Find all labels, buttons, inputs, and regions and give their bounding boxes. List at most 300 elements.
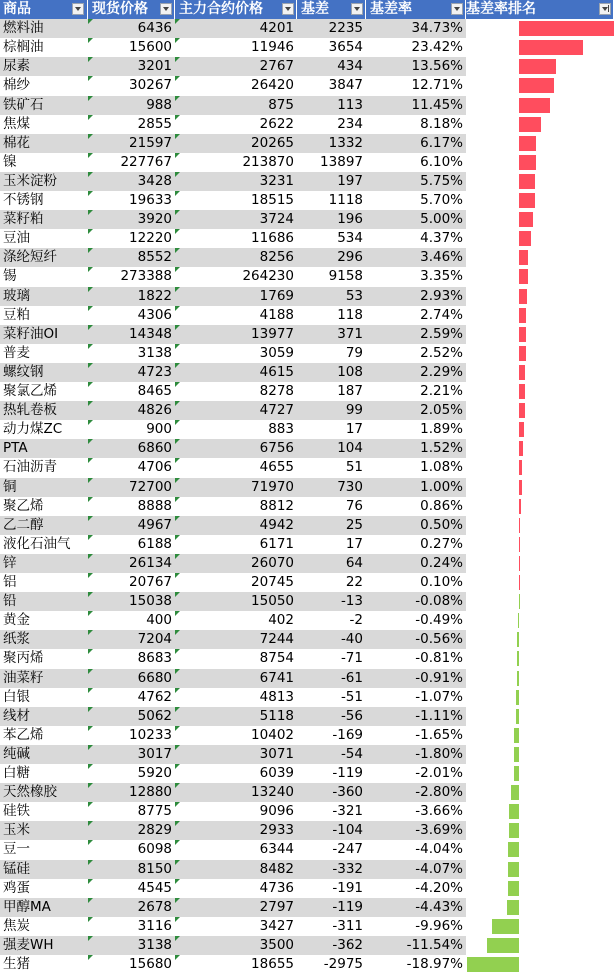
basis-rate-cell[interactable]: 2.59% — [366, 325, 466, 344]
spot-price-cell[interactable]: 8552 — [88, 248, 175, 267]
basis-rate-rank-cell[interactable] — [466, 726, 614, 745]
basis-rate-cell[interactable]: -0.08% — [366, 592, 466, 611]
contract-price-cell[interactable]: 3231 — [175, 172, 297, 191]
basis-rate-cell[interactable]: 12.71% — [411, 77, 463, 94]
basis-rate-cell[interactable]: 0.27% — [420, 535, 463, 552]
spot-price-cell[interactable]: 4723 — [88, 363, 175, 382]
commodity-cell[interactable]: 铜 — [0, 478, 88, 497]
spot-price-cell[interactable]: 14348 — [88, 325, 175, 344]
basis-rate-rank-cell[interactable] — [466, 172, 614, 191]
commodity-cell[interactable]: 聚丙烯 — [3, 650, 44, 667]
basis-rate-cell[interactable]: -3.66% — [415, 803, 463, 820]
basis-cell[interactable]: 51 — [345, 459, 363, 476]
basis-rate-cell[interactable]: 34.73% — [366, 19, 466, 38]
spot-price-cell[interactable]: 3920 — [88, 210, 175, 229]
commodity-cell[interactable]: 动力煤ZC — [3, 421, 63, 438]
commodity-cell[interactable]: 乙二醇 — [0, 516, 88, 535]
basis-rate-rank-cell[interactable] — [466, 860, 614, 879]
spot-price-cell[interactable]: 7204 — [88, 630, 175, 649]
commodity-cell[interactable]: 焦炭 — [3, 917, 30, 934]
spot-price-cell[interactable]: 19633 — [88, 191, 175, 210]
contract-price-cell[interactable]: 4201 — [175, 19, 297, 38]
contract-price-cell[interactable]: 8278 — [175, 382, 297, 401]
header-basis[interactable] — [297, 0, 366, 19]
commodity-cell[interactable]: 液化石油气 — [3, 535, 71, 552]
basis-cell[interactable]: -61 — [297, 669, 366, 688]
basis-cell[interactable]: 13897 — [320, 153, 363, 170]
contract-price-cell[interactable]: 8754 — [175, 649, 297, 668]
contract-price-cell[interactable]: 6171 — [175, 535, 297, 554]
commodity-cell[interactable]: 棉花 — [0, 134, 88, 153]
commodity-cell[interactable]: 棕榈油 — [3, 39, 44, 56]
contract-price-cell[interactable]: 6741 — [175, 669, 297, 688]
basis-rate-cell[interactable]: 2.29% — [366, 363, 466, 382]
spot-price-cell[interactable]: 988 — [88, 96, 175, 115]
basis-cell[interactable]: 197 — [297, 172, 366, 191]
basis-rate-cell[interactable]: -11.54% — [366, 936, 466, 955]
basis-rate-cell[interactable]: 13.56% — [366, 57, 466, 76]
contract-price-cell[interactable]: 8256 — [175, 248, 297, 267]
commodity-cell[interactable]: 纯碱 — [0, 745, 88, 764]
basis-rate-rank-cell[interactable] — [466, 688, 614, 707]
spot-price-cell[interactable]: 26134 — [88, 554, 175, 573]
commodity-cell[interactable]: 苯乙烯 — [3, 726, 44, 743]
basis-rate-rank-cell[interactable] — [466, 19, 614, 38]
basis-rate-rank-cell[interactable] — [466, 649, 614, 668]
header-spot-price[interactable] — [88, 0, 175, 19]
commodity-cell[interactable]: 豆油 — [3, 230, 30, 247]
spot-price-cell[interactable]: 2678 — [88, 898, 175, 917]
spot-price-cell[interactable]: 8150 — [88, 860, 175, 879]
spot-price-cell[interactable]: 8888 — [88, 497, 175, 516]
spot-price-cell[interactable]: 400 — [88, 611, 175, 630]
commodity-cell[interactable]: 线材 — [0, 707, 88, 726]
basis-cell[interactable]: -2975 — [323, 956, 363, 972]
basis-rate-rank-cell[interactable] — [466, 592, 614, 611]
spot-price-cell[interactable]: 8465 — [88, 382, 175, 401]
spot-price-cell[interactable]: 12880 — [88, 783, 175, 802]
contract-price-cell[interactable]: 2797 — [175, 898, 297, 917]
basis-cell[interactable]: 9158 — [328, 268, 363, 285]
basis-rate-cell[interactable]: 11.45% — [366, 96, 466, 115]
basis-cell[interactable]: 196 — [297, 210, 366, 229]
basis-cell[interactable]: 118 — [337, 306, 363, 323]
basis-cell[interactable]: 534 — [337, 230, 363, 247]
spot-price-cell[interactable]: 15680 — [88, 955, 175, 974]
basis-rate-cell[interactable]: -4.20% — [415, 879, 463, 896]
contract-price-cell[interactable]: 213870 — [175, 153, 297, 172]
basis-rate-rank-cell[interactable] — [466, 630, 614, 649]
contract-price-cell[interactable]: 3071 — [175, 745, 297, 764]
contract-price-cell[interactable]: 2933 — [175, 821, 297, 840]
commodity-cell[interactable]: 黄金 — [3, 612, 30, 629]
basis-rate-cell[interactable]: -0.91% — [366, 669, 466, 688]
basis-cell[interactable]: 730 — [297, 478, 366, 497]
contract-price-cell[interactable]: 15050 — [175, 592, 297, 611]
commodity-cell[interactable]: 油菜籽 — [0, 669, 88, 688]
commodity-cell[interactable]: 纸浆 — [0, 630, 88, 649]
commodity-cell[interactable]: 锰硅 — [0, 860, 88, 879]
basis-rate-cell[interactable]: 2.21% — [420, 383, 463, 399]
commodity-cell[interactable]: 玉米 — [0, 821, 88, 840]
commodity-cell[interactable]: 普麦 — [3, 344, 30, 361]
contract-price-cell[interactable]: 4655 — [175, 458, 297, 477]
contract-price-cell[interactable]: 3724 — [175, 210, 297, 229]
basis-cell[interactable]: 17 — [345, 535, 363, 552]
filter-dropdown-icon[interactable] — [72, 3, 84, 15]
basis-cell[interactable]: -40 — [297, 630, 366, 649]
commodity-cell[interactable]: 玻璃 — [0, 287, 88, 306]
basis-rate-rank-cell[interactable] — [466, 898, 614, 917]
commodity-cell[interactable]: 菜籽粕 — [0, 210, 88, 229]
basis-rate-rank-cell[interactable] — [466, 210, 614, 229]
basis-rate-cell[interactable]: 0.10% — [420, 574, 463, 590]
commodity-cell[interactable]: 白银 — [3, 688, 30, 705]
basis-rate-rank-cell[interactable] — [466, 573, 614, 592]
commodity-cell[interactable]: 聚氯乙烯 — [3, 383, 57, 399]
commodity-cell[interactable]: 豆一 — [3, 841, 30, 858]
basis-rate-rank-cell[interactable] — [466, 879, 614, 898]
commodity-cell[interactable]: 涤纶短纤 — [0, 248, 88, 267]
spot-price-cell[interactable]: 4967 — [88, 516, 175, 535]
basis-cell[interactable]: -56 — [297, 707, 366, 726]
filter-dropdown-icon[interactable] — [282, 3, 294, 15]
contract-price-cell[interactable]: 4736 — [175, 879, 297, 898]
basis-cell[interactable]: -2 — [349, 612, 363, 629]
commodity-cell[interactable]: 豆粕 — [3, 306, 30, 323]
basis-rate-rank-cell[interactable] — [466, 325, 614, 344]
sort-descending-icon[interactable] — [599, 3, 611, 15]
basis-rate-cell[interactable]: 1.89% — [420, 421, 463, 438]
commodity-cell[interactable]: 鸡蛋 — [3, 879, 30, 896]
basis-rate-cell[interactable]: 3.35% — [420, 268, 463, 285]
basis-rate-cell[interactable]: 5.75% — [366, 172, 466, 191]
basis-rate-rank-cell[interactable] — [466, 134, 614, 153]
basis-cell[interactable]: -104 — [297, 821, 366, 840]
basis-rate-rank-cell[interactable] — [466, 115, 614, 134]
contract-price-cell[interactable]: 18655 — [175, 955, 297, 974]
spot-price-cell[interactable]: 4826 — [88, 401, 175, 420]
basis-rate-cell[interactable]: -1.65% — [415, 726, 463, 743]
basis-cell[interactable]: 79 — [345, 344, 363, 361]
basis-rate-cell[interactable]: 2.93% — [366, 287, 466, 306]
basis-rate-rank-cell[interactable] — [466, 821, 614, 840]
contract-price-cell[interactable]: 13977 — [175, 325, 297, 344]
basis-cell[interactable]: 187 — [337, 383, 363, 399]
basis-cell[interactable]: 113 — [297, 96, 366, 115]
contract-price-cell[interactable]: 3500 — [175, 936, 297, 955]
basis-rate-rank-cell[interactable] — [466, 96, 614, 115]
basis-cell[interactable]: 25 — [297, 516, 366, 535]
contract-price-cell[interactable]: 883 — [175, 420, 297, 439]
basis-rate-rank-cell[interactable] — [466, 917, 614, 936]
basis-rate-cell[interactable]: 2.52% — [420, 344, 463, 361]
basis-rate-rank-cell[interactable] — [466, 745, 614, 764]
basis-rate-cell[interactable]: 1.52% — [366, 439, 466, 458]
contract-price-cell[interactable]: 6756 — [175, 439, 297, 458]
spot-price-cell[interactable]: 3138 — [88, 936, 175, 955]
header-commodity[interactable] — [0, 0, 88, 19]
basis-rate-cell[interactable]: -4.07% — [366, 860, 466, 879]
basis-rate-cell[interactable]: 5.70% — [420, 192, 463, 208]
spot-price-cell[interactable]: 21597 — [88, 134, 175, 153]
spot-price-cell[interactable]: 6098 — [88, 840, 175, 859]
basis-rate-rank-cell[interactable] — [466, 382, 614, 401]
header-contract-price[interactable] — [175, 0, 297, 19]
spot-price-cell[interactable]: 6680 — [88, 669, 175, 688]
basis-rate-cell[interactable]: -2.80% — [366, 783, 466, 802]
basis-rate-cell[interactable]: -4.43% — [366, 898, 466, 917]
spot-price-cell[interactable]: 6860 — [88, 439, 175, 458]
contract-price-cell[interactable]: 2767 — [175, 57, 297, 76]
contract-price-cell[interactable]: 5118 — [175, 707, 297, 726]
contract-price-cell[interactable]: 6039 — [175, 764, 297, 783]
spot-price-cell[interactable]: 72700 — [88, 478, 175, 497]
basis-rate-rank-cell[interactable] — [466, 497, 614, 516]
spot-price-cell[interactable]: 5062 — [88, 707, 175, 726]
contract-price-cell[interactable]: 6344 — [175, 840, 297, 859]
spot-price-cell[interactable]: 20767 — [88, 573, 175, 592]
contract-price-cell[interactable]: 13240 — [175, 783, 297, 802]
filter-dropdown-icon[interactable] — [351, 3, 363, 15]
spot-price-cell[interactable]: 4306 — [88, 306, 175, 325]
commodity-cell[interactable]: 棉纱 — [3, 77, 30, 94]
contract-price-cell[interactable]: 2622 — [175, 115, 297, 134]
basis-cell[interactable]: 2235 — [297, 19, 366, 38]
contract-price-cell[interactable]: 26070 — [175, 554, 297, 573]
contract-price-cell[interactable]: 1769 — [175, 287, 297, 306]
basis-cell[interactable]: -362 — [297, 936, 366, 955]
basis-rate-rank-cell[interactable] — [466, 76, 614, 95]
basis-rate-rank-cell[interactable] — [466, 363, 614, 382]
basis-rate-rank-cell[interactable] — [466, 840, 614, 859]
spot-price-cell[interactable]: 3428 — [88, 172, 175, 191]
commodity-cell[interactable]: 焦煤 — [3, 115, 30, 132]
basis-rate-rank-cell[interactable] — [466, 153, 614, 172]
contract-price-cell[interactable]: 11686 — [175, 229, 297, 248]
basis-cell[interactable]: 296 — [297, 248, 366, 267]
commodity-cell[interactable]: 聚乙烯 — [3, 497, 44, 514]
basis-cell[interactable]: 434 — [297, 57, 366, 76]
contract-price-cell[interactable]: 4188 — [175, 306, 297, 325]
basis-cell[interactable]: -71 — [340, 650, 363, 667]
basis-rate-cell[interactable]: -4.04% — [415, 841, 463, 858]
commodity-cell[interactable]: 热轧卷板 — [0, 401, 88, 420]
contract-price-cell[interactable]: 8812 — [175, 497, 297, 516]
spot-price-cell[interactable]: 15038 — [88, 592, 175, 611]
basis-rate-rank-cell[interactable] — [466, 478, 614, 497]
spot-price-cell[interactable]: 273388 — [88, 267, 175, 286]
spot-price-cell[interactable]: 6436 — [88, 19, 175, 38]
basis-cell[interactable]: -54 — [297, 745, 366, 764]
basis-cell[interactable]: 17 — [345, 421, 363, 438]
basis-rate-cell[interactable]: -18.97% — [406, 956, 463, 972]
basis-rate-cell[interactable]: -0.49% — [415, 612, 463, 629]
basis-rate-rank-cell[interactable] — [466, 707, 614, 726]
commodity-cell[interactable]: 天然橡胶 — [0, 783, 88, 802]
filter-dropdown-icon[interactable] — [451, 3, 463, 15]
contract-price-cell[interactable]: 20745 — [175, 573, 297, 592]
basis-rate-rank-cell[interactable] — [466, 458, 614, 477]
basis-rate-rank-cell[interactable] — [466, 936, 614, 955]
basis-rate-cell[interactable]: -1.07% — [415, 688, 463, 705]
contract-price-cell[interactable]: 4727 — [175, 401, 297, 420]
commodity-cell[interactable]: 菜籽油OI — [0, 325, 88, 344]
basis-rate-rank-cell[interactable] — [466, 38, 614, 57]
basis-cell[interactable]: 108 — [297, 363, 366, 382]
basis-rate-rank-cell[interactable] — [466, 764, 614, 783]
basis-cell[interactable]: 104 — [297, 439, 366, 458]
basis-rate-cell[interactable]: 0.24% — [366, 554, 466, 573]
contract-price-cell[interactable]: 11946 — [175, 38, 297, 57]
basis-rate-cell[interactable]: 23.42% — [411, 39, 463, 56]
spot-price-cell[interactable]: 8775 — [88, 802, 175, 821]
basis-rate-cell[interactable]: 8.18% — [420, 115, 463, 132]
spot-price-cell[interactable]: 3017 — [88, 745, 175, 764]
commodity-cell[interactable]: 尿素 — [0, 57, 88, 76]
basis-cell[interactable]: -51 — [340, 688, 363, 705]
contract-price-cell[interactable]: 3427 — [175, 917, 297, 936]
basis-cell[interactable]: 3654 — [328, 39, 363, 56]
basis-rate-cell[interactable]: 5.00% — [366, 210, 466, 229]
commodity-cell[interactable]: 玉米淀粉 — [0, 172, 88, 191]
header-basis-rate[interactable] — [366, 0, 466, 19]
contract-price-cell[interactable]: 264230 — [175, 267, 297, 286]
basis-rate-rank-cell[interactable] — [466, 535, 614, 554]
basis-rate-cell[interactable]: 4.37% — [420, 230, 463, 247]
commodity-cell[interactable]: 甲醇MA — [0, 898, 88, 917]
basis-cell[interactable]: 371 — [297, 325, 366, 344]
basis-cell[interactable]: 234 — [337, 115, 363, 132]
basis-rate-rank-cell[interactable] — [466, 669, 614, 688]
basis-cell[interactable]: 22 — [345, 574, 363, 590]
basis-rate-cell[interactable]: -1.11% — [366, 707, 466, 726]
basis-rate-rank-cell[interactable] — [466, 248, 614, 267]
basis-cell[interactable]: -360 — [297, 783, 366, 802]
basis-rate-rank-cell[interactable] — [466, 287, 614, 306]
basis-rate-rank-cell[interactable] — [466, 420, 614, 439]
spot-price-cell[interactable]: 4545 — [88, 879, 175, 898]
basis-rate-cell[interactable]: 3.46% — [366, 248, 466, 267]
basis-cell[interactable]: 3847 — [328, 77, 363, 94]
spot-price-cell[interactable]: 3201 — [88, 57, 175, 76]
spot-price-cell[interactable]: 227767 — [88, 153, 175, 172]
commodity-cell[interactable]: 镍 — [3, 153, 17, 170]
basis-rate-cell[interactable]: -3.69% — [366, 821, 466, 840]
commodity-cell[interactable]: 硅铁 — [3, 803, 30, 820]
basis-cell[interactable]: -169 — [332, 726, 363, 743]
basis-cell[interactable]: 1332 — [297, 134, 366, 153]
contract-price-cell[interactable]: 18515 — [175, 191, 297, 210]
basis-cell[interactable]: 64 — [297, 554, 366, 573]
commodity-cell[interactable]: 石油沥青 — [3, 459, 57, 476]
spot-price-cell[interactable]: 2855 — [88, 115, 175, 134]
basis-rate-rank-cell[interactable] — [466, 344, 614, 363]
basis-rate-cell[interactable]: 2.74% — [420, 306, 463, 323]
spot-price-cell[interactable]: 10233 — [88, 726, 175, 745]
basis-cell[interactable]: 53 — [297, 287, 366, 306]
basis-rate-rank-cell[interactable] — [466, 611, 614, 630]
commodity-cell[interactable]: PTA — [0, 439, 88, 458]
basis-cell[interactable]: 76 — [345, 497, 363, 514]
basis-rate-cell[interactable]: 0.86% — [420, 497, 463, 514]
basis-rate-cell[interactable]: -0.81% — [415, 650, 463, 667]
spot-price-cell[interactable]: 30267 — [88, 76, 175, 95]
contract-price-cell[interactable]: 26420 — [175, 76, 297, 95]
basis-rate-cell[interactable]: 1.08% — [420, 459, 463, 476]
basis-rate-cell[interactable]: 6.10% — [420, 153, 463, 170]
basis-rate-rank-cell[interactable] — [466, 554, 614, 573]
spot-price-cell[interactable]: 4706 — [88, 458, 175, 477]
contract-price-cell[interactable]: 71970 — [175, 478, 297, 497]
commodity-cell[interactable]: 生猪 — [3, 956, 30, 972]
spot-price-cell[interactable]: 3138 — [88, 344, 175, 363]
basis-rate-rank-cell[interactable] — [466, 306, 614, 325]
basis-cell[interactable]: -332 — [297, 860, 366, 879]
basis-rate-rank-cell[interactable] — [466, 229, 614, 248]
spot-price-cell[interactable]: 2829 — [88, 821, 175, 840]
basis-rate-cell[interactable]: -1.80% — [366, 745, 466, 764]
basis-rate-cell[interactable]: -2.01% — [415, 765, 463, 781]
commodity-cell[interactable]: 强麦WH — [0, 936, 88, 955]
contract-price-cell[interactable]: 9096 — [175, 802, 297, 821]
contract-price-cell[interactable]: 10402 — [175, 726, 297, 745]
contract-price-cell[interactable]: 402 — [175, 611, 297, 630]
basis-rate-rank-cell[interactable] — [466, 267, 614, 286]
basis-cell[interactable]: -119 — [297, 898, 366, 917]
basis-cell[interactable]: -119 — [332, 765, 363, 781]
filter-dropdown-icon[interactable] — [160, 3, 172, 15]
commodity-cell[interactable]: 锌 — [0, 554, 88, 573]
basis-rate-rank-cell[interactable] — [466, 783, 614, 802]
basis-cell[interactable]: -321 — [332, 803, 363, 820]
contract-price-cell[interactable]: 4615 — [175, 363, 297, 382]
contract-price-cell[interactable]: 875 — [175, 96, 297, 115]
spot-price-cell[interactable]: 4762 — [88, 688, 175, 707]
basis-rate-rank-cell[interactable] — [466, 802, 614, 821]
commodity-cell[interactable]: 铁矿石 — [0, 96, 88, 115]
spot-price-cell[interactable]: 900 — [88, 420, 175, 439]
header-basis-rate-rank[interactable] — [466, 0, 614, 19]
basis-rate-cell[interactable]: 6.17% — [366, 134, 466, 153]
contract-price-cell[interactable]: 8482 — [175, 860, 297, 879]
basis-rate-cell[interactable]: -9.96% — [415, 917, 463, 934]
basis-cell[interactable]: -191 — [332, 879, 363, 896]
basis-cell[interactable]: -247 — [332, 841, 363, 858]
basis-rate-rank-cell[interactable] — [466, 955, 614, 974]
basis-rate-rank-cell[interactable] — [466, 57, 614, 76]
commodity-cell[interactable]: 白糖 — [3, 765, 30, 781]
basis-cell[interactable]: 1118 — [328, 192, 363, 208]
contract-price-cell[interactable]: 7244 — [175, 630, 297, 649]
commodity-cell[interactable]: 铝 — [3, 574, 17, 590]
contract-price-cell[interactable]: 4942 — [175, 516, 297, 535]
commodity-cell[interactable]: 铅 — [0, 592, 88, 611]
basis-rate-rank-cell[interactable] — [466, 401, 614, 420]
commodity-cell[interactable]: 锡 — [3, 268, 17, 285]
basis-rate-cell[interactable]: 1.00% — [366, 478, 466, 497]
basis-rate-rank-cell[interactable] — [466, 516, 614, 535]
basis-rate-rank-cell[interactable] — [466, 439, 614, 458]
basis-rate-rank-cell[interactable] — [466, 191, 614, 210]
commodity-cell[interactable]: 螺纹钢 — [0, 363, 88, 382]
basis-cell[interactable]: -13 — [297, 592, 366, 611]
basis-rate-cell[interactable]: 2.05% — [366, 401, 466, 420]
commodity-cell[interactable]: 不锈钢 — [3, 192, 44, 208]
spot-price-cell[interactable]: 12220 — [88, 229, 175, 248]
spot-price-cell[interactable]: 1822 — [88, 287, 175, 306]
spot-price-cell[interactable]: 6188 — [88, 535, 175, 554]
